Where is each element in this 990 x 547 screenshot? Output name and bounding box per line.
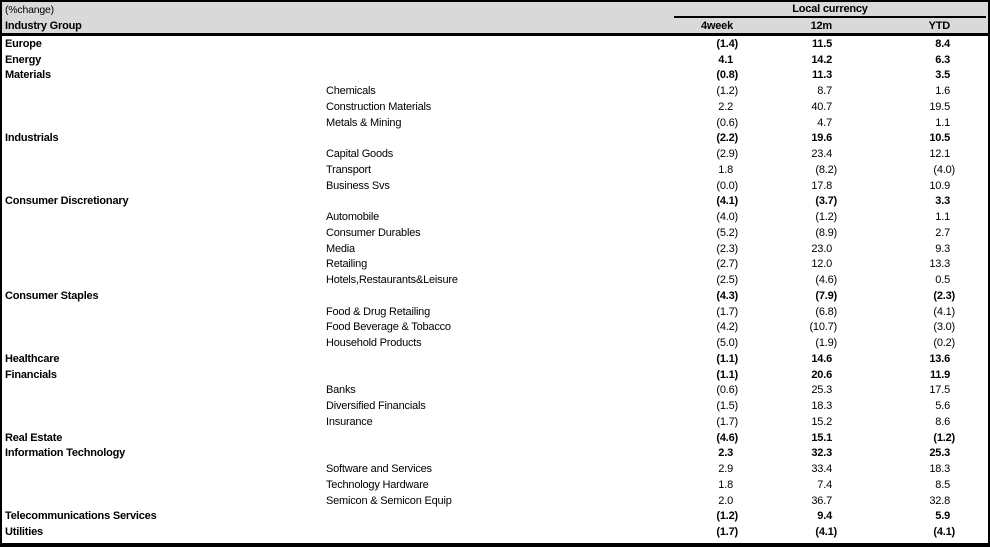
industry-label: Technology Hardware (326, 478, 429, 491)
value-ytd: 1.1 (935, 211, 950, 224)
value-12m: (8.2) (815, 163, 837, 176)
industry-label: Automobile (326, 211, 380, 224)
table-row (2, 178, 988, 194)
value-ytd: 1.6 (935, 85, 950, 98)
value-4week: (1.2) (716, 85, 738, 98)
table-row (2, 477, 988, 493)
table-row (2, 225, 988, 241)
value-ytd: 5.9 (935, 510, 950, 523)
value-4week: (2.9) (716, 148, 738, 161)
value-4week: (5.2) (716, 226, 738, 239)
table-row (2, 493, 988, 509)
value-ytd: (2.3) (933, 289, 955, 302)
value-12m: 32.3 (811, 447, 832, 460)
value-4week: (0.6) (716, 384, 738, 397)
table-row (2, 414, 988, 430)
col-header-4week: 4week (700, 19, 733, 32)
table-header (2, 2, 988, 36)
value-4week: 2.2 (718, 100, 733, 113)
value-ytd: (4.0) (933, 163, 955, 176)
industry-label: Semicon & Semicon Equip (326, 494, 452, 507)
value-ytd: 17.5 (929, 384, 950, 397)
value-12m: 23.4 (811, 148, 832, 161)
table-row (2, 162, 988, 178)
value-ytd: (1.2) (933, 431, 955, 444)
value-12m: 14.2 (811, 53, 832, 66)
industry-label: Information Technology (5, 447, 126, 460)
table-row (2, 367, 988, 383)
industry-label: Consumer Discretionary (5, 195, 129, 208)
value-4week: (0.6) (716, 116, 738, 129)
header-row-top (2, 2, 988, 18)
industry-label: Utilities (5, 526, 43, 539)
industry-label: Software and Services (326, 463, 432, 476)
value-12m: 11.3 (811, 69, 832, 82)
value-12m: 40.7 (811, 100, 832, 113)
value-ytd: 19.5 (929, 100, 950, 113)
value-ytd: 3.5 (935, 69, 950, 82)
value-4week: (4.3) (716, 289, 738, 302)
value-4week: (1.2) (716, 510, 738, 523)
value-4week: (5.0) (716, 337, 738, 350)
value-12m: 15.1 (811, 431, 832, 444)
value-12m: 17.8 (811, 179, 832, 192)
table-row (2, 52, 988, 68)
table-body (2, 36, 988, 540)
industry-label: Consumer Durables (326, 226, 421, 239)
value-ytd: 5.6 (935, 400, 950, 413)
value-4week: (4.6) (716, 431, 738, 444)
value-4week: (1.7) (716, 526, 738, 539)
value-ytd: 9.3 (935, 242, 950, 255)
industry-label: Metals & Mining (326, 116, 402, 129)
industry-label: Construction Materials (326, 100, 432, 113)
value-ytd: 1.1 (935, 116, 950, 129)
table-row (2, 288, 988, 304)
value-4week: (2.7) (716, 258, 738, 271)
value-ytd: 12.1 (929, 148, 950, 161)
table-row (2, 241, 988, 257)
industry-label: Energy (5, 53, 42, 66)
industry-label: Consumer Staples (5, 289, 99, 302)
value-ytd: (3.0) (933, 321, 955, 334)
industry-label: Food & Drug Retailing (326, 305, 431, 318)
industry-label: Insurance (326, 415, 373, 428)
value-4week: (1.7) (716, 415, 738, 428)
industry-label: Telecommunications Services (5, 510, 157, 523)
value-ytd: (4.1) (933, 526, 955, 539)
industry-label: Materials (5, 69, 51, 82)
value-4week: (2.3) (716, 242, 738, 255)
value-12m: 8.7 (817, 85, 832, 98)
value-4week: (2.2) (716, 132, 738, 145)
value-12m: (6.8) (815, 305, 837, 318)
industry-label: Europe (5, 37, 42, 50)
table-row (2, 461, 988, 477)
value-4week: (1.7) (716, 305, 738, 318)
industry-label: Capital Goods (326, 148, 394, 161)
table-row (2, 509, 988, 525)
value-ytd: 8.4 (935, 37, 950, 50)
value-ytd: 6.3 (935, 53, 950, 66)
value-ytd: (4.1) (933, 305, 955, 318)
table-row (2, 131, 988, 147)
value-4week: (1.5) (716, 400, 738, 413)
industry-label: Household Products (326, 337, 422, 350)
industry-label: Retailing (326, 258, 368, 271)
pct-change-label: (%change) (5, 4, 54, 16)
value-4week: 2.9 (718, 463, 733, 476)
value-12m: 11.5 (811, 37, 832, 50)
table-row (2, 304, 988, 320)
value-12m: (4.1) (815, 526, 837, 539)
value-12m: 18.3 (811, 400, 832, 413)
table-row (2, 351, 988, 367)
value-12m: 20.6 (811, 368, 832, 381)
header-row-columns (2, 18, 988, 33)
value-ytd: 10.9 (929, 179, 950, 192)
value-4week: 2.0 (718, 494, 733, 507)
industry-label: Business Svs (326, 179, 390, 192)
industry-label: Media (326, 242, 355, 255)
industry-label: Banks (326, 384, 356, 397)
table-row (2, 272, 988, 288)
value-12m: 14.6 (811, 352, 832, 365)
industry-label: Diversified Financials (326, 400, 426, 413)
industry-label: Industrials (5, 132, 59, 145)
value-12m: 19.6 (811, 132, 832, 145)
value-12m: (1.2) (815, 211, 837, 224)
table-row (2, 446, 988, 462)
value-4week: 1.8 (718, 478, 733, 491)
table-row (2, 430, 988, 446)
value-ytd: 13.3 (929, 258, 950, 271)
table-row (2, 209, 988, 225)
value-12m: 15.2 (811, 415, 832, 428)
industry-label: Chemicals (326, 85, 376, 98)
value-ytd: 2.7 (935, 226, 950, 239)
value-12m: (4.6) (815, 274, 837, 287)
table-row (2, 83, 988, 99)
value-4week: (0.0) (716, 179, 738, 192)
value-4week: (1.1) (716, 368, 738, 381)
table-row (2, 36, 988, 52)
table-row (2, 320, 988, 336)
industry-label: Transport (326, 163, 371, 176)
industry-label: Real Estate (5, 431, 63, 444)
value-12m: (10.7) (809, 321, 837, 334)
value-4week: (1.1) (716, 352, 738, 365)
value-12m: 12.0 (811, 258, 832, 271)
value-4week: 4.1 (718, 53, 733, 66)
value-12m: 23.0 (811, 242, 832, 255)
table-row (2, 398, 988, 414)
col-header-12m: 12m (810, 19, 832, 32)
value-12m: (8.9) (815, 226, 837, 239)
value-4week: (2.5) (716, 274, 738, 287)
value-4week: (0.8) (716, 69, 738, 82)
industry-label: Healthcare (5, 352, 60, 365)
value-ytd: 3.3 (935, 195, 950, 208)
table-row (2, 194, 988, 210)
value-4week: (4.2) (716, 321, 738, 334)
value-ytd: 11.9 (929, 368, 950, 381)
value-4week: 2.3 (718, 447, 733, 460)
local-currency-header: Local currency (674, 2, 986, 18)
value-ytd: 18.3 (929, 463, 950, 476)
value-ytd: 10.5 (929, 132, 950, 145)
table-row (2, 115, 988, 131)
value-12m: 33.4 (811, 463, 832, 476)
value-12m: (1.9) (815, 337, 837, 350)
value-4week: (4.0) (716, 211, 738, 224)
table-row (2, 68, 988, 84)
industry-label: Hotels,Restaurants&Leisure (326, 274, 458, 287)
industry-label: Financials (5, 368, 57, 381)
value-ytd: 32.8 (929, 494, 950, 507)
value-12m: 7.4 (817, 478, 832, 491)
value-12m: (3.7) (815, 195, 837, 208)
value-ytd: (0.2) (933, 337, 955, 350)
value-12m: 9.4 (817, 510, 832, 523)
table-row (2, 383, 988, 399)
table-row (2, 335, 988, 351)
value-4week: (1.4) (716, 37, 738, 50)
value-ytd: 8.5 (935, 478, 950, 491)
value-4week: 1.8 (718, 163, 733, 176)
table-row (2, 257, 988, 273)
industry-group-header: Industry Group (5, 19, 82, 32)
table-row (2, 146, 988, 162)
value-12m: 36.7 (811, 494, 832, 507)
table-row (2, 99, 988, 115)
table-row (2, 524, 988, 540)
industry-label: Food Beverage & Tobacco (326, 321, 451, 334)
value-ytd: 0.5 (935, 274, 950, 287)
value-12m: 25.3 (811, 384, 832, 397)
value-ytd: 8.6 (935, 415, 950, 428)
value-4week: (4.1) (716, 195, 738, 208)
col-header-ytd: YTD (928, 19, 950, 32)
value-ytd: 25.3 (929, 447, 950, 460)
value-ytd: 13.6 (929, 352, 950, 365)
value-12m: 4.7 (817, 116, 832, 129)
value-12m: (7.9) (815, 289, 837, 302)
